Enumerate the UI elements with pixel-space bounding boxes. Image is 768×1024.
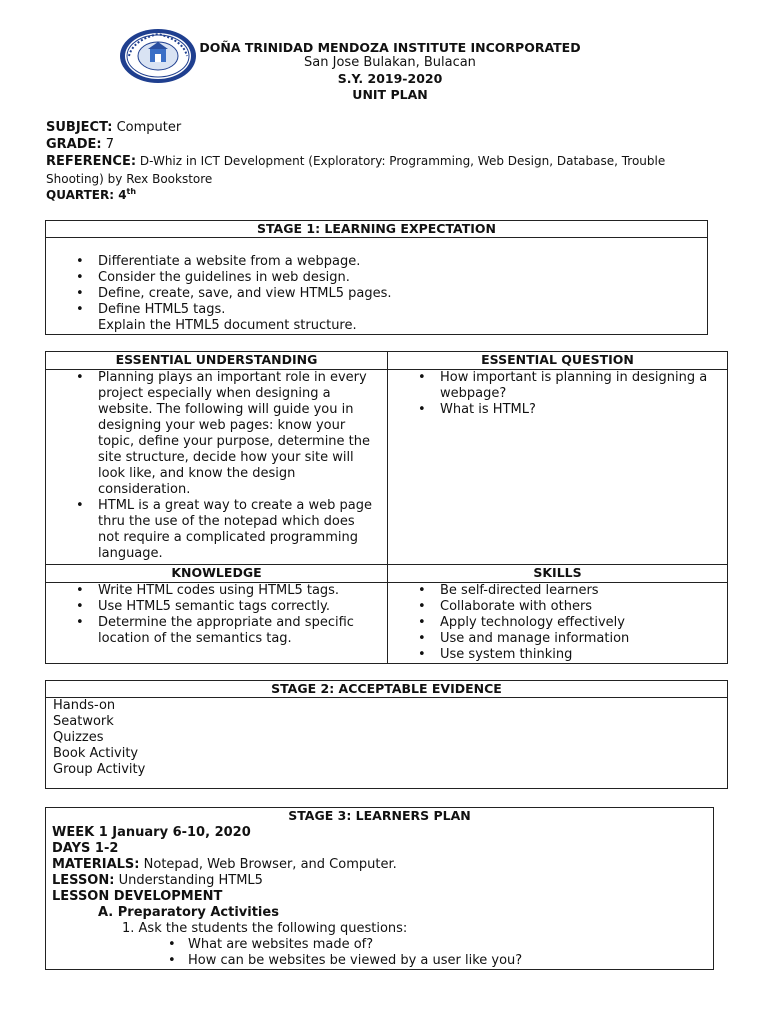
stage1-content xyxy=(46,238,707,334)
list-item: • Define HTML5 tags. xyxy=(46,302,707,318)
stage2-content xyxy=(46,698,727,778)
materials-line xyxy=(52,857,713,873)
school-seal-logo xyxy=(119,28,197,84)
knowledge-skills-row xyxy=(46,565,727,663)
list-item: • Determine the appropriate and specific location of the semantics tag. xyxy=(46,615,381,647)
quarter-value: 4 xyxy=(118,188,127,202)
list-item: • Be self-directed learners xyxy=(388,583,727,599)
stage1-continuation: Explain the HTML5 document structure. xyxy=(98,318,357,333)
school-year: S.Y. 2019-2020 xyxy=(337,71,443,86)
evidence-item: Seatwork xyxy=(53,714,114,729)
essential-understanding-cell xyxy=(46,352,388,564)
understanding-list xyxy=(46,370,387,562)
list-item: • What are websites made of? xyxy=(52,937,713,953)
subject-value: Computer xyxy=(116,120,182,135)
stage2-box xyxy=(45,680,728,789)
evidence-item: Hands-on xyxy=(53,698,116,713)
document-header xyxy=(190,40,590,103)
stage1-box xyxy=(45,220,708,335)
knowledge-title: KNOWLEDGE xyxy=(46,565,387,583)
essential-question-cell xyxy=(388,352,727,564)
skills-list xyxy=(388,583,727,663)
materials-value: Notepad, Web Browser, and Computer. xyxy=(143,857,397,872)
grade-value: 7 xyxy=(105,136,115,152)
evidence-item: Book Activity xyxy=(53,746,139,761)
list-item: • Collaborate with others xyxy=(388,599,727,615)
list-item: • Planning plays an important role in every project especially when designing a website. The following will guide you in designing your web pages: know your topic, define your purpose, determine the site structure, decide how your site will look like, and know the design consideration. xyxy=(46,370,377,498)
reference-continuation: Shooting) by Rex Bookstore xyxy=(46,171,213,186)
week-line: WEEK 1 January 6-10, 2020 xyxy=(52,825,251,840)
list-item: • How can be websites be viewed by a user like you? xyxy=(52,953,713,969)
school-name: DOÑA TRINIDAD MENDOZA INSTITUTE INCORPORATED xyxy=(199,40,581,55)
knowledge-list xyxy=(46,583,387,647)
list-item: • How important is planning in designing a webpage? xyxy=(388,370,719,402)
skills-title: SKILLS xyxy=(388,565,727,583)
subject-label: SUBJECT: xyxy=(46,120,113,135)
grade-line xyxy=(46,137,726,154)
question-list xyxy=(388,370,727,418)
step-one: 1. Ask the students the following questions: xyxy=(122,921,408,936)
stage2-title: STAGE 2: ACCEPTABLE EVIDENCE xyxy=(46,681,727,698)
preparatory-activities-heading: A. Preparatory Activities xyxy=(98,905,279,920)
stage3-box xyxy=(45,807,714,970)
list-item: • HTML is a great way to create a web page thru the use of the notepad which does not require a complicated programming language. xyxy=(46,498,377,562)
stage3-content xyxy=(46,825,713,969)
list-item: • Differentiate a website from a webpage. xyxy=(46,254,707,270)
list-item: • Use system thinking xyxy=(388,647,727,663)
subject-line xyxy=(46,120,726,137)
essential-question-title: ESSENTIAL QUESTION xyxy=(388,352,727,370)
knowledge-cell xyxy=(46,565,388,663)
lesson-development-heading: LESSON DEVELOPMENT xyxy=(52,889,223,904)
list-item: • Define, create, save, and view HTML5 pages. xyxy=(46,286,707,302)
essentials-row xyxy=(46,352,727,565)
stage1-title: STAGE 1: LEARNING EXPECTATION xyxy=(46,221,707,238)
days-line: DAYS 1-2 xyxy=(52,841,119,856)
question-sublist xyxy=(52,937,713,969)
lesson-value: Understanding HTML5 xyxy=(118,873,263,888)
plan-meta xyxy=(46,120,726,204)
stage1-list xyxy=(46,254,707,318)
lesson-label: LESSON: xyxy=(52,873,115,888)
evidence-item: Group Activity xyxy=(53,762,146,777)
list-item: • Use and manage information xyxy=(388,631,727,647)
stage3-title: STAGE 3: LEARNERS PLAN xyxy=(288,808,471,823)
materials-label: MATERIALS: xyxy=(52,857,140,872)
reference-value: D-Whiz in ICT Development (Exploratory: Programming, Web Design, Database, Trouble xyxy=(139,154,666,168)
list-item: • Write HTML codes using HTML5 tags. xyxy=(46,583,381,599)
skills-cell xyxy=(388,565,727,663)
quarter-label: QUARTER: xyxy=(46,188,114,202)
reference-label: REFERENCE: xyxy=(46,154,137,169)
essentials-grid xyxy=(45,351,728,664)
list-item: • What is HTML? xyxy=(388,402,719,418)
list-item: • Use HTML5 semantic tags correctly. xyxy=(46,599,381,615)
school-address: San Jose Bulakan, Bulacan xyxy=(304,55,476,70)
lesson-line xyxy=(52,873,713,889)
list-item: • Apply technology effectively xyxy=(388,615,727,631)
evidence-item: Quizzes xyxy=(53,730,104,745)
reference-line xyxy=(46,153,726,171)
list-item: • Consider the guidelines in web design. xyxy=(46,270,707,286)
essential-understanding-title: ESSENTIAL UNDERSTANDING xyxy=(46,352,387,370)
grade-label: GRADE: xyxy=(46,136,102,152)
plan-type: UNIT PLAN xyxy=(352,87,428,102)
quarter-suffix: th xyxy=(126,187,137,196)
quarter-line xyxy=(46,187,726,204)
